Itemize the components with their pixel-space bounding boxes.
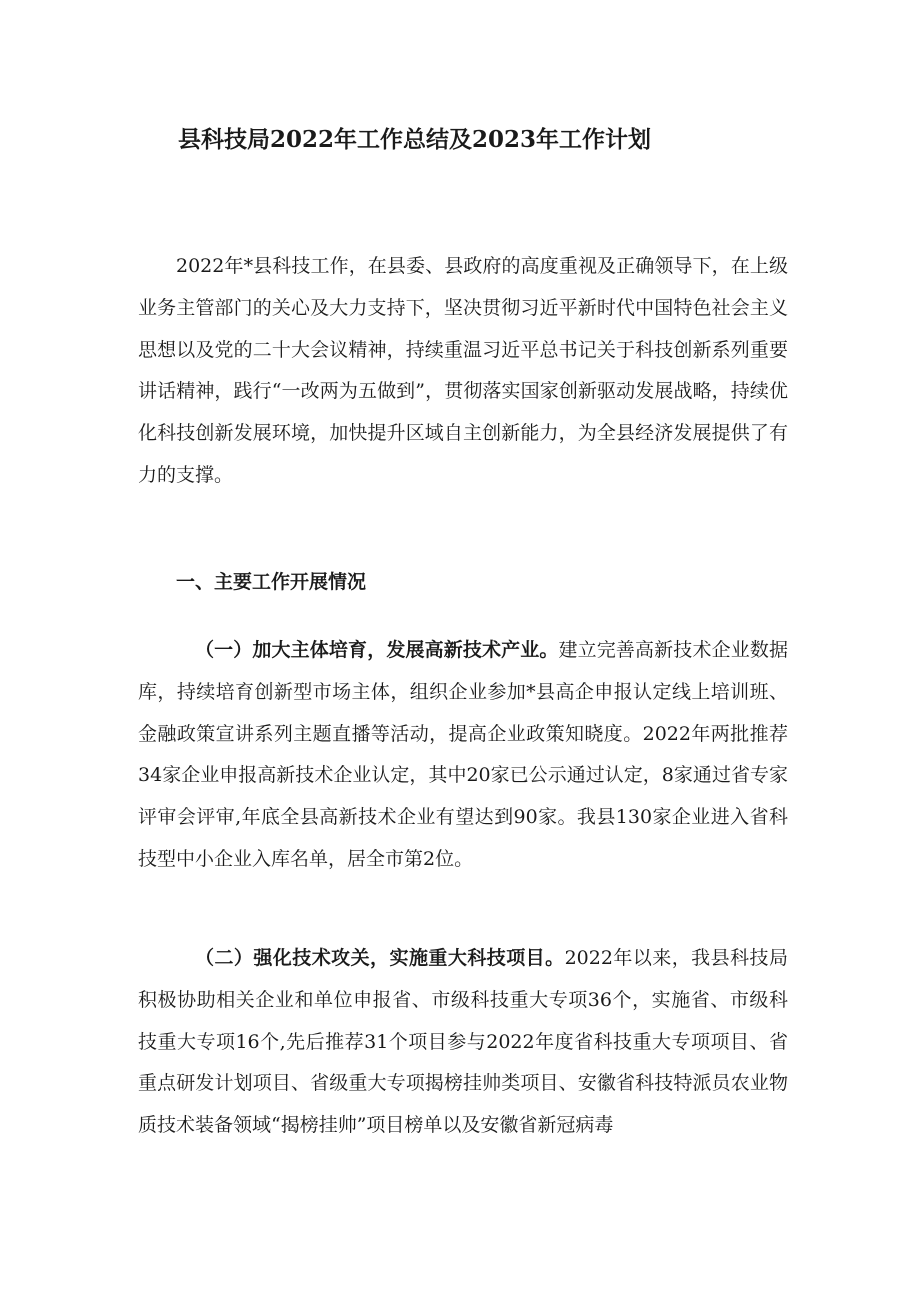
intro-paragraph: 2022年*县科技工作，在县委、县政府的高度重视及正确领导下，在上级业务主管部门的关心及大力支持下，坚决贯彻习近平新时代中国特色社会主义思想以及党的二十大会议精神，持续重温习近平总书记关于科技创新系列重要讲话精神，践行“一改两为五做到”，贯彻落实国家创新驱动发展战略，持续优化科技创新发展环境，加快提升区域自主创新能力，为全县经济发展提供了有力的支撑。 <box>138 255 788 486</box>
section-heading: 一、主要工作开展情况 <box>176 571 367 593</box>
item-1-lead: （一）加大主体培育，发展高新技术产业。 <box>195 639 559 661</box>
item-2-body: 2022年以来，我县科技局积极协助相关企业和单位申报省、市级科技重大专项36个，实施省、市级科技重大专项16个,先后推荐31个项目参与2022年度省科技重大专项项目、省重点研发计划项目、省级重大专项揭榜挂帅类项目、安徽省科技特派员农业物质技术装备领域“揭榜挂帅”项目榜单以及安徽省新冠病毒 <box>138 947 788 1137</box>
item-1-body: 建立完善高新技术企业数据库，持续培育创新型市场主体，组织企业参加*县高企申报认定线上培训班、金融政策宣讲系列主题直播等活动，提高企业政策知晓度。2022年两批推荐34家企业申报高新技术企业认定，其中20家已公示通过认定，8家通过省专家评审会评审,年底全县高新技术企业有望达到90家。我县130家企业进入省科技型中小企业入库名单，居全市第2位。 <box>138 639 788 870</box>
item-paragraph-1 <box>138 630 788 881</box>
item-paragraph-2 <box>138 938 788 1147</box>
item-2-lead: （二）强化技术攻关，实施重大科技项目。 <box>195 947 565 969</box>
document-title: 县科技局2022年工作总结及2023年工作计划 <box>178 126 652 153</box>
